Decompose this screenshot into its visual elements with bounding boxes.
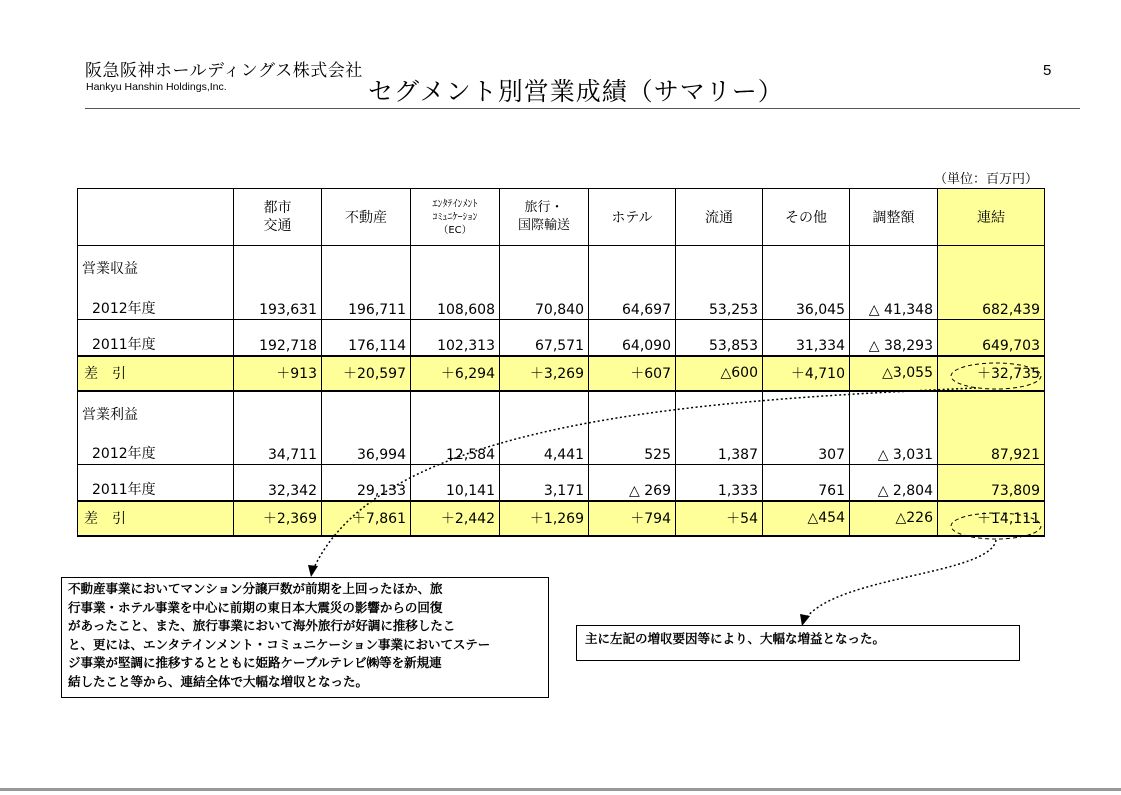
col-header-other: [763, 189, 850, 246]
value-cell: 10,141: [411, 465, 500, 501]
col-header-adjustment: [850, 189, 938, 246]
year-label: 2011年度: [78, 320, 234, 356]
explanation-line: 行事業・ホテル事業を中心に前期の東日本大震災の影響からの回復: [68, 599, 443, 615]
year-label: 2011年度: [78, 465, 234, 501]
difference-value: ＋4,710: [763, 356, 850, 391]
header-corner-cell: [78, 189, 234, 246]
col-header-line: 国際輸送: [517, 218, 570, 233]
col-header-line: 不動産: [345, 210, 387, 226]
difference-value: ＋14,111: [938, 501, 1045, 536]
difference-value: ＋32,735: [938, 356, 1045, 391]
difference-label: 差 引: [78, 356, 234, 391]
difference-value: △454: [763, 501, 850, 536]
value-cell: 196,711: [322, 246, 411, 320]
explanation-line: があったこと、また、旅行事業において海外旅行が好調に推移したこ: [68, 618, 456, 633]
col-header-entertainment: [411, 189, 500, 246]
col-header-line: ｴﾝﾀﾃｲﾝﾒﾝﾄ: [432, 198, 478, 210]
section-label: 営業利益: [82, 406, 138, 423]
col-header-line: （EC）: [438, 224, 472, 236]
table-row: [78, 320, 1045, 356]
col-header-urban-transport: [234, 189, 322, 246]
value-cell: 761: [763, 465, 850, 501]
value-cell: 682,439: [938, 246, 1045, 320]
value-cell: 32,342: [234, 465, 322, 501]
value-cell: 108,608: [411, 246, 500, 320]
difference-value: ＋2,442: [411, 501, 500, 536]
difference-row: [78, 501, 1045, 536]
value-cell: 192,718: [234, 320, 322, 356]
revenue-explanation-box: [61, 577, 549, 698]
col-header-line: 流通: [705, 210, 733, 226]
col-header-travel: [500, 189, 589, 246]
year-label: 2012年度: [92, 446, 156, 462]
col-header-line: 連結: [977, 210, 1005, 226]
table-row: [78, 246, 1045, 320]
col-header-retail: [676, 189, 763, 246]
value-cell: 1,333: [676, 465, 763, 501]
col-header-line: その他: [785, 210, 827, 226]
profit-explanation-box: 主に左記の増収要因等により、大幅な増益となった。: [576, 625, 1020, 661]
value-cell: 525: [589, 391, 676, 465]
value-cell: 4,441: [500, 391, 589, 465]
col-header-line: ｺﾐｭﾆｹｰｼｮﾝ: [432, 211, 478, 223]
value-cell: 307: [763, 391, 850, 465]
value-cell: 53,853: [676, 320, 763, 356]
company-name-jp: 阪急阪神ホールディングス株式会社: [85, 61, 363, 81]
row-label-cell: [78, 246, 234, 320]
value-cell: 29,133: [322, 465, 411, 501]
explanation-line: 結したこと等から、連結全体で大幅な増収となった。: [68, 673, 369, 689]
col-header-hotel: [589, 189, 676, 246]
difference-value: ＋3,269: [500, 356, 589, 391]
value-cell: 64,697: [589, 246, 676, 320]
table-row: [78, 391, 1045, 465]
value-cell: 67,571: [500, 320, 589, 356]
value-cell: 87,921: [938, 391, 1045, 465]
segment-table: [77, 188, 1045, 537]
difference-value: △226: [850, 501, 938, 536]
difference-value: ＋607: [589, 356, 676, 391]
value-cell: △ 38,293: [850, 320, 938, 356]
value-cell: 176,114: [322, 320, 411, 356]
revenue-arrowhead: [308, 565, 318, 577]
value-cell: 102,313: [411, 320, 500, 356]
difference-value: ＋2,369: [234, 501, 322, 536]
company-name-en: Hankyu Hanshin Holdings,Inc.: [86, 81, 227, 93]
value-cell: 31,334: [763, 320, 850, 356]
difference-value: ＋794: [589, 501, 676, 536]
value-cell: 64,090: [589, 320, 676, 356]
difference-value: ＋7,861: [322, 501, 411, 536]
row-label-cell: [78, 391, 234, 465]
value-cell: 649,703: [938, 320, 1045, 356]
difference-value: ＋1,269: [500, 501, 589, 536]
table-header-row: [78, 189, 1045, 246]
value-cell: 34,711: [234, 391, 322, 465]
value-cell: 73,809: [938, 465, 1045, 501]
value-cell: 12,584: [411, 391, 500, 465]
page-number: 5: [1043, 62, 1052, 79]
col-header-line: ホテル: [611, 210, 653, 226]
col-header-line: 旅行・: [524, 200, 564, 215]
value-cell: △ 3,031: [850, 391, 938, 465]
difference-label: 差 引: [78, 501, 234, 536]
value-cell: 193,631: [234, 246, 322, 320]
footer-divider: [0, 788, 1121, 791]
col-header-real-estate: [322, 189, 411, 246]
col-header-line: 都市: [263, 200, 292, 216]
unit-label: （単位：百万円）: [934, 172, 1039, 187]
value-cell: △ 2,804: [850, 465, 938, 501]
col-header-consolidated: [938, 189, 1045, 246]
profit-connector-arrow: [806, 540, 996, 618]
col-header-line: 交通: [263, 218, 292, 234]
value-cell: 3,171: [500, 465, 589, 501]
value-cell: 36,045: [763, 246, 850, 320]
section-label: 営業収益: [82, 261, 138, 277]
header-divider: [85, 108, 1080, 109]
difference-value: ＋20,597: [322, 356, 411, 391]
difference-value: ＋913: [234, 356, 322, 391]
year-label: 2012年度: [92, 301, 156, 317]
table-row: [78, 465, 1045, 501]
value-cell: 36,994: [322, 391, 411, 465]
value-cell: 70,840: [500, 246, 589, 320]
explanation-line: と、更には、エンタテインメント・コミュニケーション事業においてステー: [68, 636, 491, 652]
explanation-line: ジ事業が堅調に推移するとともに姫路ケーブルテレビ㈱等を新規連: [68, 655, 442, 670]
value-cell: △ 269: [589, 465, 676, 501]
difference-value: ＋54: [676, 501, 763, 536]
col-header-line: 調整額: [872, 210, 915, 226]
difference-value: ＋6,294: [411, 356, 500, 391]
page-title: セグメント別営業成績（サマリー）: [368, 77, 784, 106]
value-cell: 1,387: [676, 391, 763, 465]
value-cell: 53,253: [676, 246, 763, 320]
value-cell: △ 41,348: [850, 246, 938, 320]
difference-value: △3,055: [850, 356, 938, 391]
difference-row: [78, 356, 1045, 391]
explanation-line: 不動産事業においてマンション分譲戸数が前期を上回ったほか、旅: [68, 581, 443, 596]
difference-value: △600: [676, 356, 763, 391]
